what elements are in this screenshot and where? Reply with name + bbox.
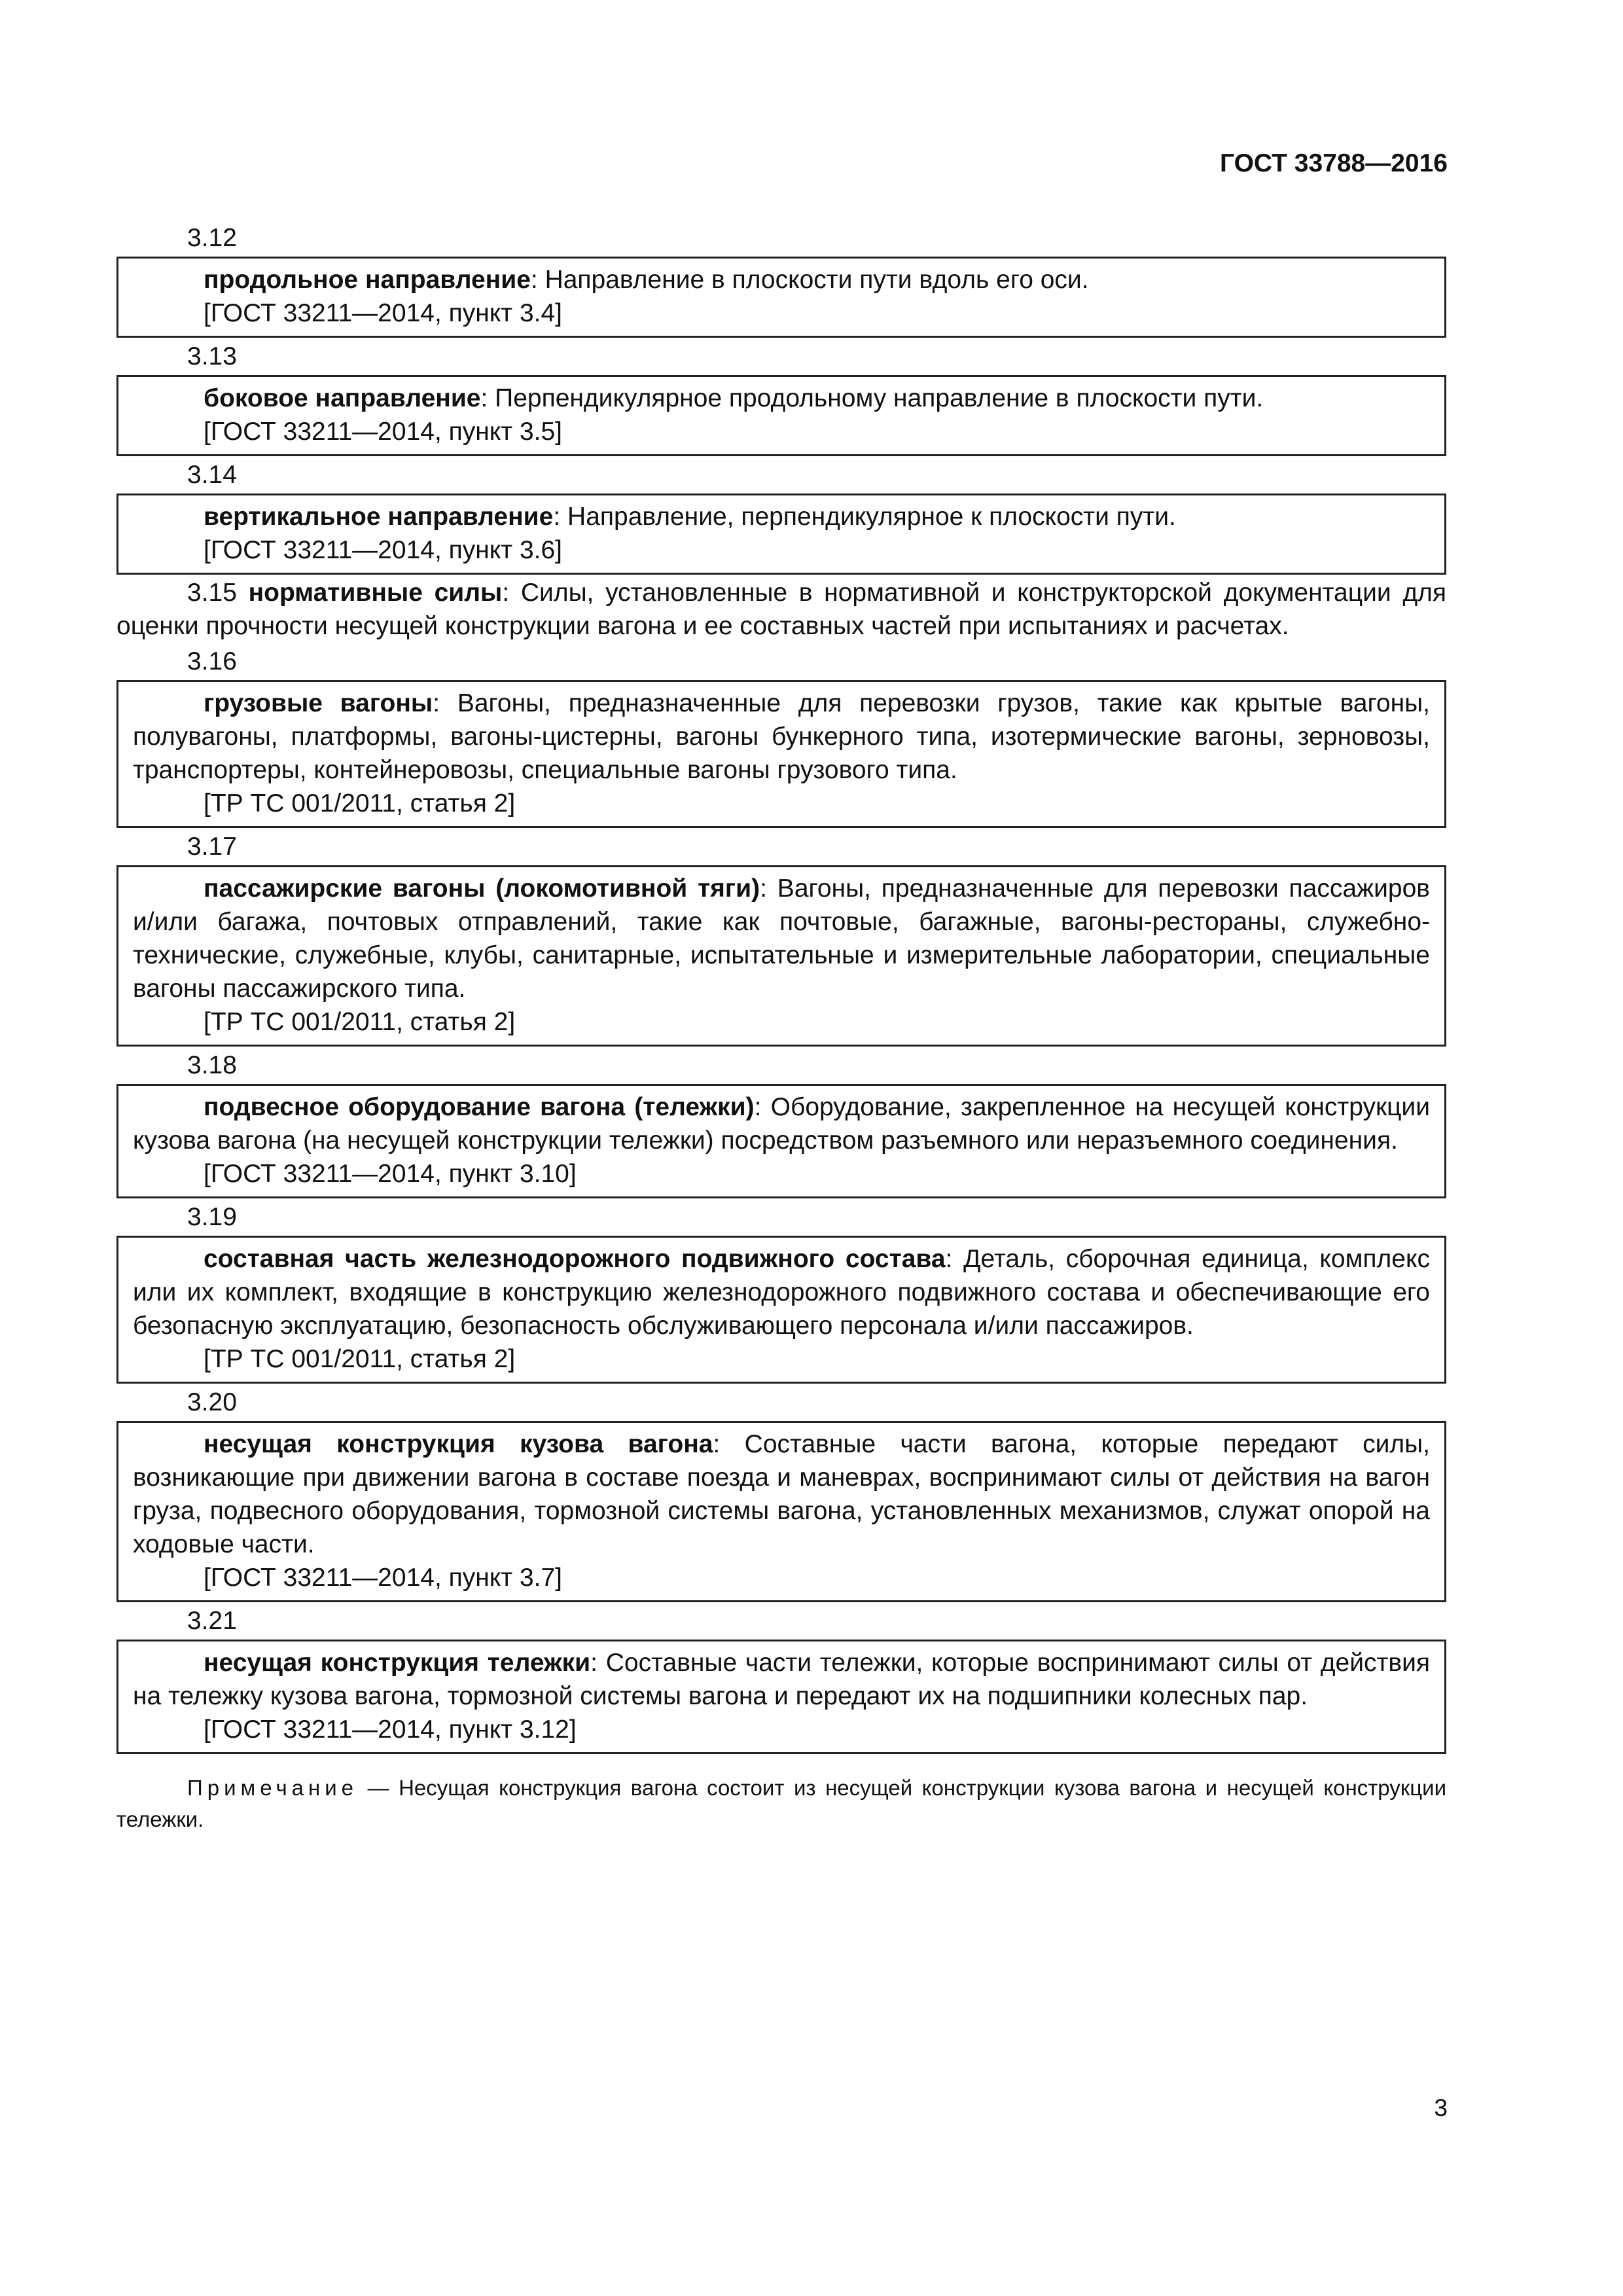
note <box>116 1772 1446 1835</box>
term-number: 3.16 <box>187 647 237 675</box>
term-title: грузовые вагоны <box>204 689 433 717</box>
term-definition <box>133 382 1430 415</box>
term-number: 3.17 <box>187 833 237 861</box>
term-definition-box <box>116 375 1446 456</box>
term-title: подвесное оборудование вагона (тележки) <box>204 1093 755 1121</box>
page-number: 3 <box>1434 2094 1448 2121</box>
term-text: : Оборудование, закрепленное на несущей конструкции кузова вагона (на несущей конструкции тележки) посредством разъемного или неразъемного соединения. <box>133 1093 1430 1155</box>
term-text: : Направление в плоскости пути вдоль его оси. <box>530 266 1089 294</box>
term-source: [ГОСТ 33211—2014, пункт 3.12] <box>204 1715 577 1744</box>
term-definition <box>133 1427 1430 1561</box>
term-definition <box>133 500 1430 533</box>
term-definition-box <box>116 493 1446 575</box>
term-text: : Составные части тележки, которые воспринимают силы от действия на тележку кузова вагона, тормозной системы вагона и передают их на подшипники колесных пар. <box>133 1649 1430 1710</box>
term-text: : Деталь, сборочная единица, комплекс или их комплект, входящие в конструкцию железнодорожного подвижного состава и обеспечивающие его безопасную эксплуатацию, безопасность обслуживающего персонала и/или пассажиров. <box>133 1245 1431 1340</box>
term-title: несущая конструкция кузова вагона <box>204 1430 713 1458</box>
term-source: [ГОСТ 33211—2014, пункт 3.10] <box>204 1160 577 1188</box>
term-number: 3.18 <box>187 1051 237 1079</box>
term-definition <box>133 687 1430 787</box>
term-definition-box <box>116 1084 1446 1198</box>
term-text: : Вагоны, предназначенные для перевозки пассажиров и/или багажа, почтовых отправлений, такие как почтовые, багажные, вагоны-рестораны, служебно-технические, служебные, клубы, санитарные, испытательные и измерительные лаборатории, специальные вагоны пассажирского типа. <box>133 874 1430 1003</box>
note-label: Примечание <box>187 1776 359 1800</box>
term-definition <box>116 576 1446 643</box>
note-text: Несущая конструкция вагона состоит из несущей конструкции кузова вагона и несущей конструкции тележки. <box>116 1776 1447 1831</box>
term-definition <box>133 263 1430 296</box>
note-dash: — <box>358 1776 399 1800</box>
term-plain <box>116 576 1446 643</box>
term-definition-box <box>116 1421 1446 1602</box>
term-title: нормативные силы <box>248 579 503 607</box>
term-text: : Перпендикулярное продольному направление в плоскости пути. <box>480 384 1264 412</box>
term-definition-box <box>116 680 1446 828</box>
term-number: 3.13 <box>187 342 237 370</box>
term-number: 3.19 <box>187 1203 237 1231</box>
term-title: боковое направление <box>204 384 481 412</box>
term-title: несущая конструкция тележки <box>204 1649 591 1677</box>
term-title: пассажирские вагоны (локомотивной тяги) <box>204 874 760 903</box>
term-text: : Составные части вагона, которые передают силы, возникающие при движении вагона в составе поезда и маневрах, воспринимают силы от действия на вагон груза, подвесного оборудования, тормозной системы вагона, установленных механизмов, служат опорой на ходовые части. <box>133 1430 1430 1558</box>
term-source: [ТР ТС 001/2011, статья 2] <box>204 1008 516 1036</box>
term-number: 3.12 <box>187 224 237 252</box>
term-definition <box>133 1090 1430 1157</box>
term-definition-box <box>116 1640 1446 1754</box>
term-definition <box>133 1242 1430 1342</box>
term-number: 3.21 <box>187 1607 237 1635</box>
term-definition-box <box>116 1236 1446 1384</box>
term-number: 3.15 <box>187 579 237 607</box>
term-source: [ГОСТ 33211—2014, пункт 3.4] <box>204 299 563 327</box>
term-title: продольное направление <box>204 266 531 294</box>
term-source: [ГОСТ 33211—2014, пункт 3.7] <box>204 1564 563 1592</box>
term-definition-box <box>116 257 1446 338</box>
term-definition <box>133 872 1430 1005</box>
term-source: [ТР ТС 001/2011, статья 2] <box>204 1345 516 1373</box>
term-definition-box <box>116 865 1446 1047</box>
term-definition <box>133 1646 1430 1713</box>
term-number: 3.14 <box>187 461 237 489</box>
term-source: [ГОСТ 33211—2014, пункт 3.5] <box>204 418 563 446</box>
term-number: 3.20 <box>187 1388 237 1416</box>
term-source: [ГОСТ 33211—2014, пункт 3.6] <box>204 536 563 564</box>
term-title: составная часть железнодорожного подвижного состава <box>204 1245 946 1273</box>
document-header: ГОСТ 33788—2016 <box>1220 149 1448 177</box>
term-text: : Направление, перпендикулярное к плоскости пути. <box>553 503 1176 531</box>
term-title: вертикальное направление <box>204 503 554 531</box>
terms-section <box>116 219 1446 1857</box>
term-text: : Вагоны, предназначенные для перевозки грузов, такие как крытые вагоны, полувагоны, платформы, вагоны-цистерны, вагоны бункерного типа, изотермические вагоны, зерновозы, транспортеры, контейнеровозы, специальные вагоны грузового типа. <box>133 689 1430 784</box>
term-text: : Силы, установленные в нормативной и конструкторской документации для оценки прочности несущей конструкции вагона и ее составных частей при испытаниях и расчетах. <box>116 579 1446 640</box>
term-source: [ТР ТС 001/2011, статья 2] <box>204 789 516 817</box>
